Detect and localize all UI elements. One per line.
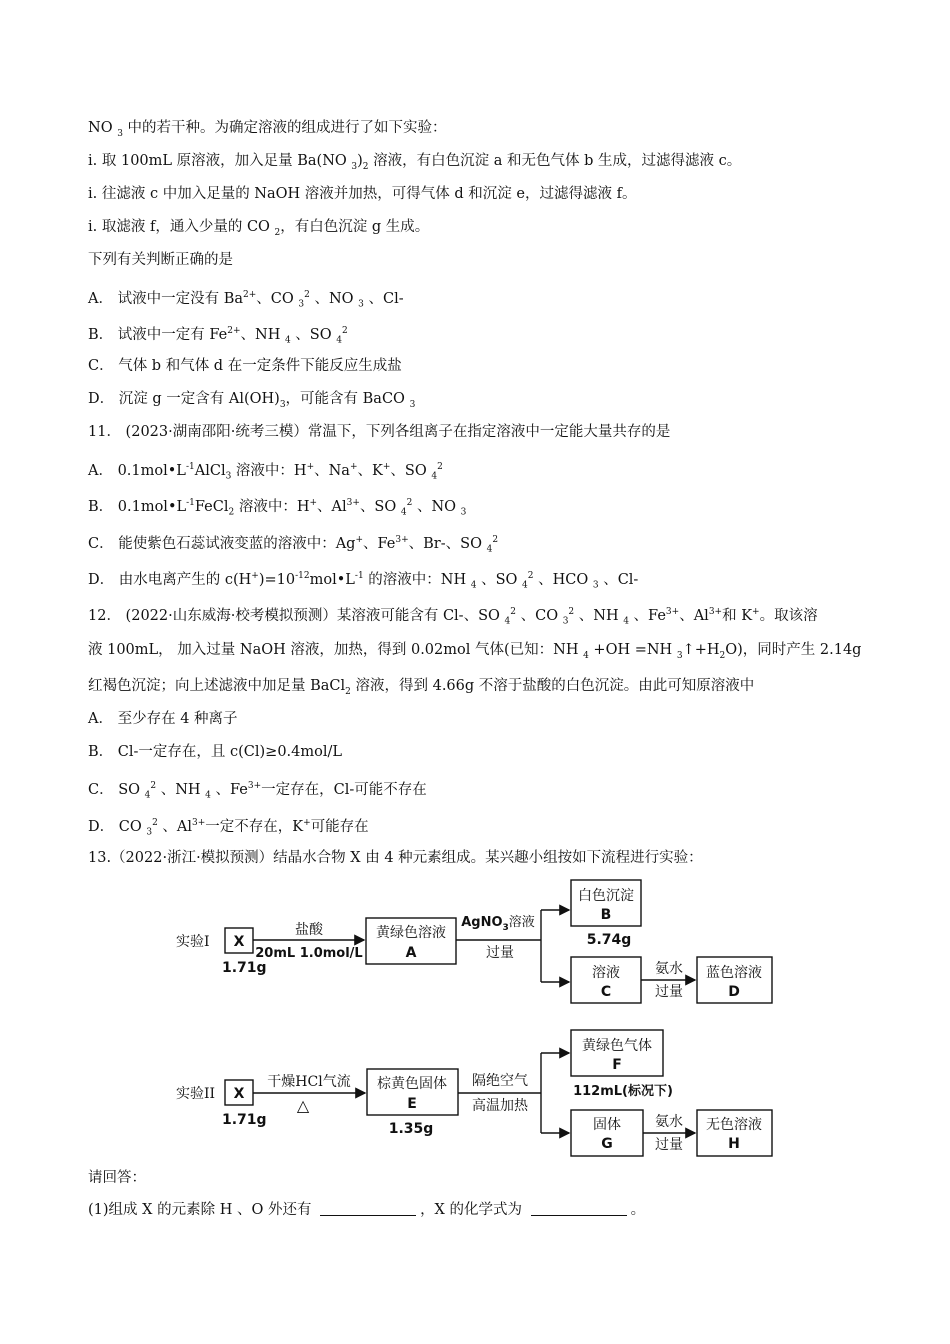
exp1-box-d-line1: 蓝色溶液 (706, 965, 762, 981)
exp1-box-b-mass: 5.74g (586, 932, 632, 948)
exp1-box-a-line1: 黄绿色溶液 (376, 925, 446, 941)
text-line: B． Cl-一定存在，且 c(Cl)≥0.4mol/L (88, 744, 343, 760)
exp1-box-a-line2: A (405, 945, 417, 961)
exp1-box-b-line1: 白色沉淀 (578, 888, 634, 904)
text-line: 12． (2022·山东威海·校考模拟预测）某溶液可能含有 Cl-、SO $_4^2$ 、CO $_3^2$ 、NH $_4$ 、$Fe^{3+}$、$Al^{3+}$和 K+。取该溶 (88, 607, 818, 627)
exp1-arrow3-bottom: 过量 (655, 984, 683, 1000)
exp1-arrow1-top: 盐酸 (295, 922, 323, 938)
exp1-arrow1-bottom: 20mL 1.0mol/L (255, 946, 363, 961)
exp2-box-h-line2: H (728, 1136, 740, 1152)
text-line: 13.（2022·浙江·模拟预测）结晶水合物 X 由 4 种元素组成。某兴趣小组按如下流程进行实验： (88, 850, 703, 866)
exp2-arrow1-bottom: △ (296, 1096, 310, 1115)
text-line: 下列有关判断正确的是 (88, 252, 233, 268)
exp2-arrow3-bottom: 过量 (655, 1137, 683, 1153)
exp2-box-e-line2: E (407, 1096, 417, 1112)
text-line: A． 试液中一定没有 $Ba^{2+}$、CO $_3^2$ 、NO $_3$ 、Cl- (88, 290, 404, 310)
text-line: 红褐色沉淀；向上述滤液中加足量 BaCl$_2$ 溶液，得到 4.66g 不溶于盐酸的白色沉淀。由此可知原溶液中 (88, 678, 755, 697)
exp2-box-e-line1: 棕黄色固体 (377, 1076, 447, 1092)
text-line: B． $0.1mol•L^{-1}FeCl_2$ 溶液中：H+、$Al^{3+}$、SO $_4^2$ 、NO $_3$ (88, 498, 467, 518)
exp1-box-c-line1: 溶液 (592, 965, 620, 981)
exp2-box-g-line2: G (601, 1136, 613, 1152)
exp2-arrow3-top: 氨水 (655, 1114, 683, 1130)
text-line: ⅰ. 取滤液 f，通入少量的 CO $_2$，有白色沉淀 g 生成。 (88, 219, 430, 238)
exp1-arrow3-top: 氨水 (655, 961, 683, 977)
text-line: A． 至少存在 4 种离子 (88, 711, 238, 727)
text-line: (1)组成 X 的元素除 H 、O 外还有 ，X 的化学式为 。 (88, 1202, 646, 1218)
exp1-x-mass: 1.71g (222, 960, 267, 976)
exp1-label: 实验I (176, 934, 210, 950)
text-line: 液 100mL， 加入过量 NaOH 溶液，加热，得到 0.02mol 气体(已知：NH $_4$ +OH =NH $_3↑+H_2O$)，同时产生 2.14g (88, 642, 862, 661)
exp2-box-f-line1: 黄绿色气体 (582, 1038, 652, 1054)
exp2-box-f-line2: F (612, 1057, 622, 1073)
text-line: D． 沉淀 g 一定含有 $Al(OH)_3$，可能含有 BaCO $_3$ (88, 391, 416, 410)
text-line: C． 气体 b 和气体 d 在一定条件下能反应生成盐 (88, 358, 402, 374)
text-line: 请回答： (88, 1170, 146, 1186)
exp2-label: 实验II (176, 1086, 216, 1102)
exp1-box-b-line2: B (600, 907, 612, 923)
text-line: B． 试液中一定有 $Fe^{2+}$、NH $_4$ 、SO $_4^2$ (88, 326, 348, 346)
exp1-box-d-line2: D (728, 984, 740, 1000)
text-line: ⅰ. 往滤液 c 中加入足量的 NaOH 溶液并加热，可得气体 d 和沉淀 e，过滤得滤液 f。 (88, 186, 637, 202)
text-line: C． 能使紫色石蕊试液变蓝的溶液中：Ag+、$Fe^{3+}$、Br-、SO $_4^2$ (88, 535, 499, 555)
exp1-arrow2-bottom: 过量 (486, 945, 514, 961)
exp2-arrow1-top: 干燥HCl气流 (267, 1074, 351, 1090)
exp2-x-text: X (233, 1086, 245, 1102)
exp2-box-h-line1: 无色溶液 (706, 1117, 762, 1133)
exp2-x-mass: 1.71g (222, 1112, 267, 1128)
text-line: D． CO $_3^2$ 、$Al^{3+}$一定不存在，K+可能存在 (88, 818, 369, 838)
text-line: D． 由水电离产生的 $c(H^+)=10^{-12}mol•L^{-1}$ 的溶液中：NH $_4$ 、SO $_4^2$ 、HCO $_3$ 、Cl- (88, 571, 639, 591)
text-line: 11． (2023·湖南邵阳·统考三模）常温下，下列各组离子在指定溶液中一定能大量共存的是 (88, 424, 671, 440)
text-line: C． SO $_4^2$ 、NH $_4$ 、$Fe^{3+}$一定存在，Cl-可能不存在 (88, 781, 427, 801)
exp1-arrow2-top: AgNO$_3$溶液 (461, 915, 535, 933)
text-line: ⅰ. 取 100mL 原溶液，加入足量 Ba(NO $_3)_2$ 溶液，有白色沉淀 a 和无色气体 b 生成，过滤得滤液 c。 (88, 153, 742, 172)
exp2-box-f-note: 112mL(标况下) (573, 1084, 673, 1099)
exp2-arrow2-bottom: 高温加热 (472, 1098, 528, 1114)
exp1-box-c-line2: C (600, 984, 612, 1000)
exp1-x-text: X (233, 934, 245, 950)
text-line: NO $_3$ 中的若干种。为确定溶液的组成进行了如下实验： (88, 120, 447, 139)
exp2-arrow2-top: 隔绝空气 (472, 1073, 528, 1089)
exp2-box-e-mass: 1.35g (388, 1121, 434, 1137)
exp2-box-g-line1: 固体 (593, 1117, 621, 1133)
text-line: A． $0.1mol•L^{-1}AlCl_3$ 溶液中：H+、Na+、K+、SO $_4^2$ (88, 462, 443, 482)
